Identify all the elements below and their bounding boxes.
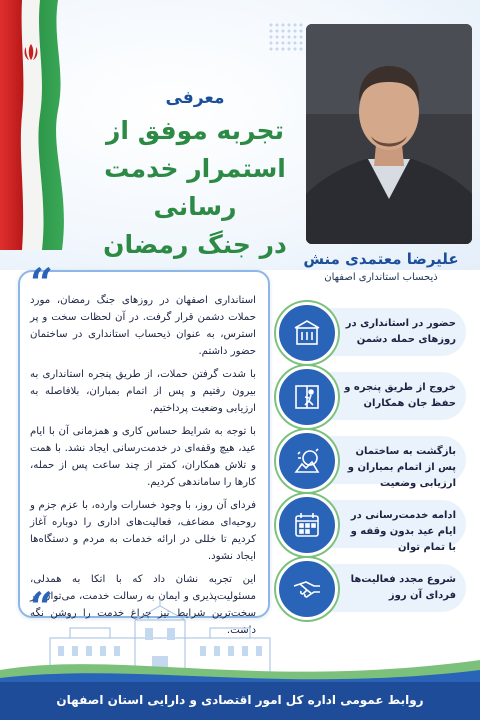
footer-bar xyxy=(0,682,480,720)
person-caption xyxy=(296,250,466,283)
feature-text: بازگشت به ساختمان پس از اتمام بمباران و ارزیابی وضعیت xyxy=(347,446,456,489)
title-line: تجربه موفق از xyxy=(106,116,284,145)
quote-paragraph: با توجه به شرایط حساس کاری و همزمانی آن با ایام عید، هیچ وقفه‌ای در خدمت‌رسانی ایجاد نشد. با همت و تلاش همکاران، کمتر از چند ساعت پس از حمله، کارها را ساماندهی کردیم. xyxy=(30,426,256,488)
quote-paragraph: این تجربه نشان داد که با اتکا به همدلی، مسئولیت‌پذیری و ایمان به رسالت خدمت، می‌توان در سخت‌ترین شرایط نیز چراغ خدمت را روشن نگه داشت. xyxy=(30,574,256,636)
footer-text: روابط عمومی اداره کل امور اقتصادی و دارایی استان اصفهان xyxy=(56,693,424,707)
feature-item xyxy=(276,372,466,420)
open-quote-icon: “ xyxy=(30,260,54,307)
feature-text: ادامه خدمت‌رسانی در ایام عید بدون وقفه و با تمام توان xyxy=(350,510,456,553)
quote-paragraph: با شدت گرفتن حملات، از طریق پنجره استانداری به بیرون رفتیم و پس از اتمام بمباران، بلافاصله به ارزیابی وضعیت پرداختیم. xyxy=(30,369,256,414)
close-quote-icon: “ xyxy=(30,584,54,631)
exit-window-icon xyxy=(276,366,338,428)
feature-text: حضور در استانداری در روزهای حمله دشمن xyxy=(345,318,456,345)
quote-paragraph: استانداری اصفهان در روزهای جنگ رمضان، مورد حملات دشمن قرار گرفت. در آن لحظات سخت و پر استرس، به عنوان ذیحساب استانداری در ساختمان حضور داشتم. xyxy=(30,295,256,357)
feature-item xyxy=(276,436,466,489)
decorative-dots xyxy=(268,22,304,52)
title-block xyxy=(80,88,310,264)
feature-text: خروج از طریق پنجره و حفظ جان همکاران xyxy=(344,382,456,409)
feature-item xyxy=(276,308,466,356)
quote-paragraph: فردای آن روز، با وجود خسارات وارده، با عزم جزم و روحیه‌ای مضاعف، فعالیت‌های اداری را دوباره آغاز کردیم تا خللی در ارائه خدمات به مردم و دستگاه‌ها ایجاد نشود. xyxy=(30,500,256,562)
damage-assessment-icon xyxy=(276,430,338,492)
feature-text: شروع مجدد فعالیت‌ها فردای آن روز xyxy=(350,574,456,601)
title-intro: معرفی xyxy=(165,88,225,108)
title-line: استمرار خدمت رسانی xyxy=(104,154,286,221)
title-line: در جنگ رمضان xyxy=(103,230,287,259)
portrait-photo xyxy=(306,24,472,244)
person-portrait-icon xyxy=(306,24,472,244)
quote-body xyxy=(30,292,256,645)
building-icon xyxy=(276,302,338,364)
feature-item xyxy=(276,564,466,612)
person-role: ذیحساب استانداری اصفهان xyxy=(324,272,438,283)
person-name: علیرضا معتمدی منش xyxy=(303,250,459,268)
feature-item xyxy=(276,500,466,553)
calendar-icon xyxy=(276,494,338,556)
